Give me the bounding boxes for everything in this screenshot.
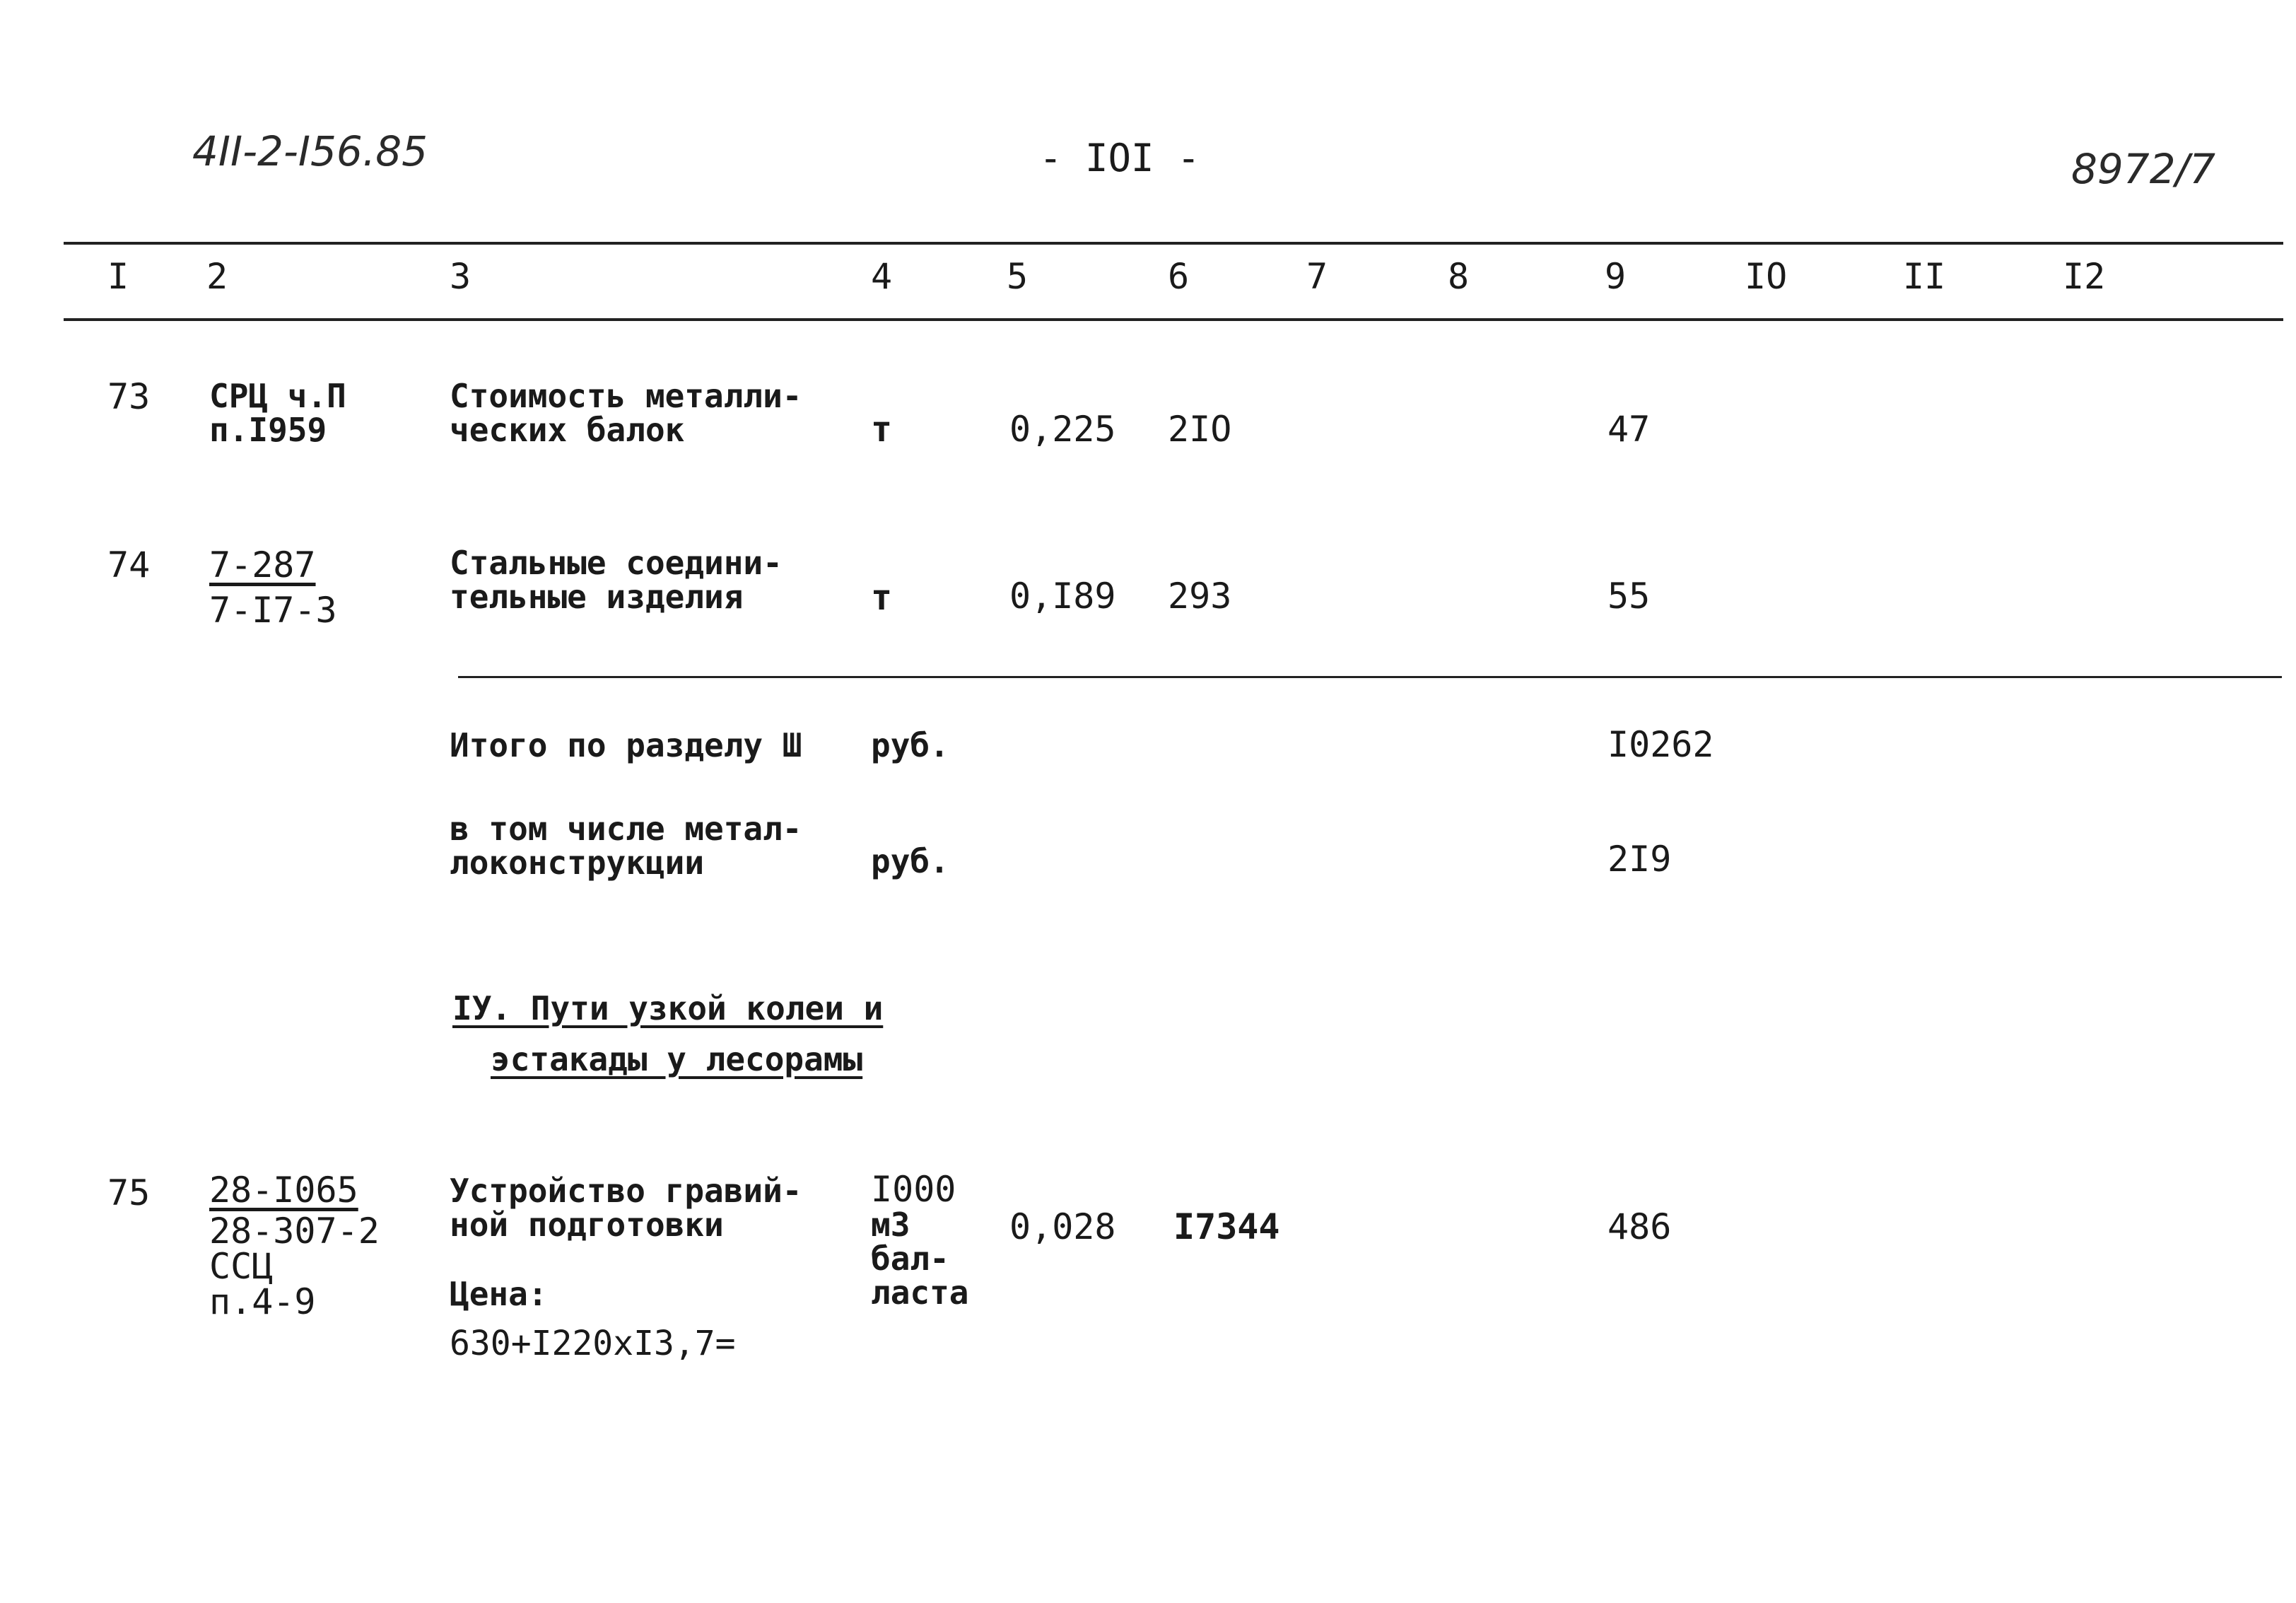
metal-unit: руб.	[871, 842, 949, 880]
subtotal-label: Итого по разделу Ш	[450, 726, 802, 764]
column-header-9: 9	[1605, 256, 1627, 297]
row-name	[450, 1174, 802, 1242]
row-name	[450, 546, 783, 614]
metal-label-line: локонструкции	[450, 844, 705, 882]
header-bottom-rule	[64, 318, 2283, 321]
column-header-10: IO	[1745, 256, 1788, 297]
code-line: ССЦ	[209, 1246, 274, 1287]
row-total: 486	[1607, 1206, 1672, 1247]
row-price: 2IO	[1168, 409, 1232, 450]
row-number: 74	[107, 544, 151, 585]
column-header-3: 3	[450, 256, 472, 297]
row-number: 73	[107, 376, 151, 417]
column-header-6: 6	[1168, 256, 1190, 297]
code-line: 28-307-2	[209, 1211, 380, 1252]
name-line: ной подготовки	[450, 1206, 724, 1244]
name-line: Стальные соедини-	[450, 544, 783, 582]
row-code	[209, 544, 337, 631]
row-number: 75	[107, 1172, 151, 1213]
subtotal-value: I0262	[1607, 724, 1714, 765]
name-line: Устройство гравий-	[450, 1172, 802, 1210]
price-formula: 630+I220xI3,7=	[450, 1324, 736, 1363]
price-label: Цена:	[450, 1275, 548, 1313]
column-header-7: 7	[1306, 256, 1328, 297]
metal-label-line: в том числе метал-	[450, 810, 802, 848]
unit-line: ласта	[871, 1273, 969, 1312]
row-total: 47	[1607, 409, 1651, 450]
subtotal-rule	[458, 676, 2282, 678]
row-name	[450, 379, 802, 447]
name-line: тельные изделия	[450, 578, 744, 616]
column-header-8: 8	[1448, 256, 1470, 297]
column-header-2: 2	[206, 256, 228, 297]
row-unit: т	[871, 409, 893, 450]
row-quantity: 0,225	[1009, 409, 1116, 450]
row-unit: т	[871, 577, 893, 618]
header-top-rule	[64, 242, 2283, 245]
column-header-1: I	[107, 256, 129, 297]
code-line: п.4-9	[209, 1281, 316, 1322]
page-number: - IOI -	[1039, 136, 1200, 180]
code-line: СРЦ ч.П	[209, 377, 346, 415]
column-header-4: 4	[871, 256, 893, 297]
name-line: ческих балок	[450, 411, 685, 449]
code-line: 7-287	[209, 544, 316, 585]
unit-line: бал-	[871, 1240, 949, 1278]
column-header-5: 5	[1007, 256, 1029, 297]
metal-value: 2I9	[1607, 839, 1672, 880]
column-header-12: I2	[2063, 256, 2106, 297]
section-title-line: IУ. Пути узкой колеи и	[452, 989, 884, 1027]
row-code	[209, 379, 346, 447]
row-price: I7344	[1173, 1206, 1280, 1247]
row-quantity: 0,I89	[1009, 576, 1116, 617]
row-total: 55	[1607, 576, 1651, 617]
row-quantity: 0,028	[1009, 1206, 1116, 1247]
code-line: 28-I065	[209, 1170, 358, 1211]
code-line: 7-I7-3	[209, 590, 337, 631]
sheet-code: 8972/7	[2071, 145, 2216, 193]
row-unit	[871, 1171, 968, 1310]
name-line: Стоимость металли-	[450, 377, 802, 415]
metal-label	[450, 812, 802, 880]
column-header-11: II	[1903, 256, 1946, 297]
row-code	[209, 1170, 380, 1322]
code-line: п.I959	[209, 411, 327, 449]
subtotal-unit: руб.	[871, 726, 949, 764]
section-title-line: эстакады у лесорамы	[491, 1040, 863, 1078]
row-price: 293	[1168, 576, 1232, 617]
unit-line: м3	[871, 1206, 910, 1244]
document-code: 4II-2-I56.85	[192, 127, 428, 175]
unit-line: I000	[871, 1169, 956, 1210]
